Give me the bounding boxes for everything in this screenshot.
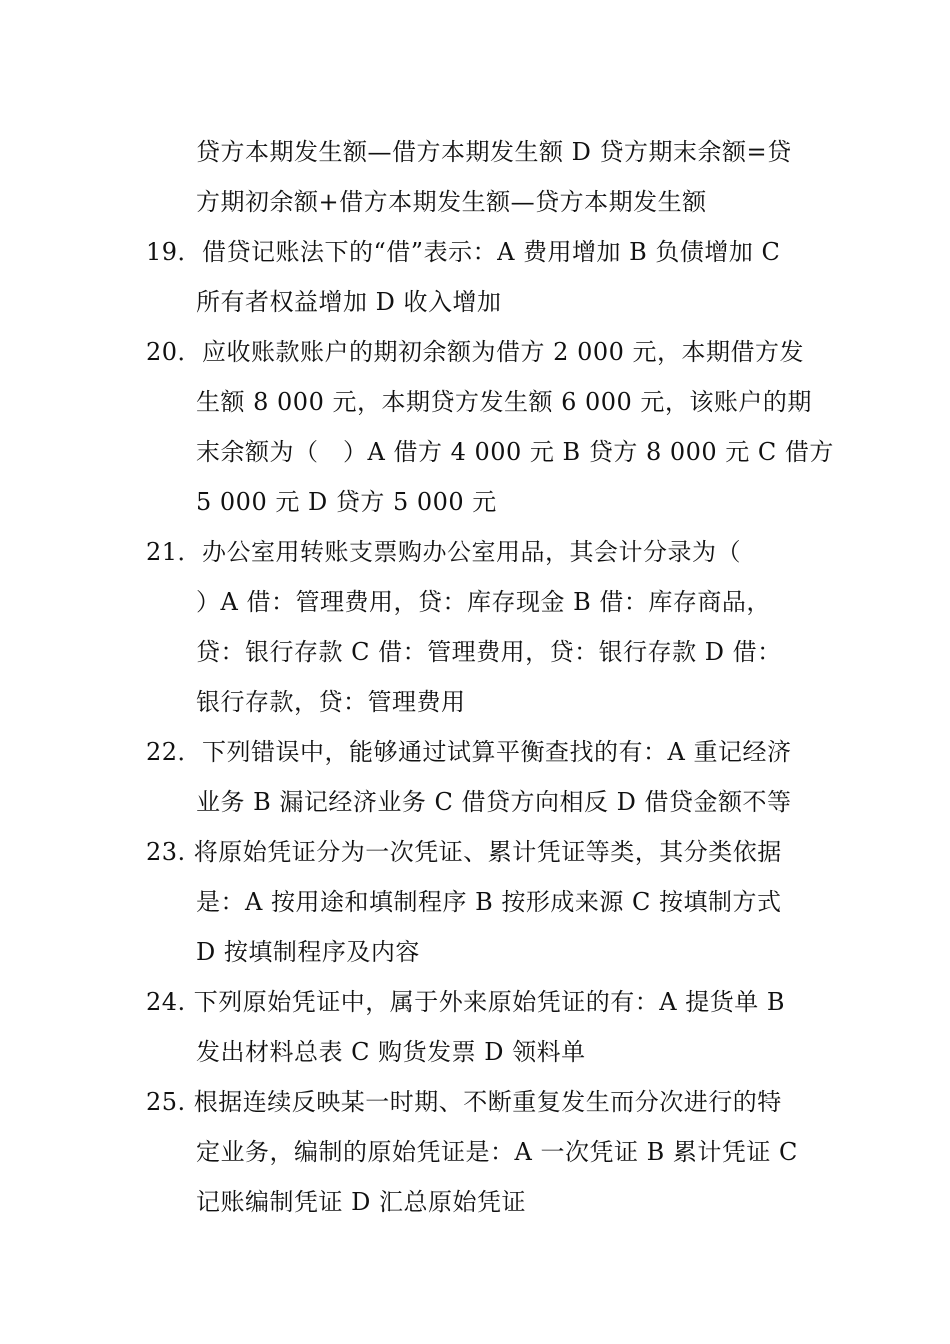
- text-line: 方期初余额+借方本期发生额—贷方本期发生额: [196, 188, 707, 216]
- text-line: ）A 借：管理费用，贷：库存现金 B 借：库存商品，: [196, 588, 771, 616]
- text-line: 记账编制凭证 D 汇总原始凭证: [196, 1188, 526, 1216]
- question-22-line: 22．下列错误中，能够通过试算平衡查找的有：A 重记经济: [146, 738, 792, 766]
- text-line: 贷：银行存款 C 借：管理费用，贷：银行存款 D 借：: [196, 638, 782, 666]
- question-20-line: 20．应收账款账户的期初余额为借方 2 000 元，本期借方发: [146, 338, 805, 366]
- text-line: 银行存款，贷：管理费用: [196, 688, 466, 716]
- text-line: 发出材料总表 C 购货发票 D 领料单: [196, 1038, 586, 1066]
- text-line: 末余额为（ ）A 借方 4 000 元 B 贷方 8 000 元 C 借方: [196, 438, 834, 466]
- question-23-line: 23. 将原始凭证分为一次凭证、累计凭证等类，其分类依据: [146, 838, 782, 866]
- text-line: 所有者权益增加 D 收入增加: [196, 288, 502, 316]
- text-line: 生额 8 000 元，本期贷方发生额 6 000 元，该账户的期: [196, 388, 812, 416]
- text-line: 定业务，编制的原始凭证是：A 一次凭证 B 累计凭证 C: [196, 1138, 798, 1166]
- text-line: 贷方本期发生额—借方本期发生额 D 贷方期末余额=贷: [196, 138, 792, 166]
- text-line: D 按填制程序及内容: [196, 938, 420, 966]
- question-25-line: 25. 根据连续反映某一时期、不断重复发生而分次进行的特: [146, 1088, 782, 1116]
- question-21-line: 21．办公室用转账支票购办公室用品，其会计分录为（: [146, 538, 742, 566]
- text-line: 是：A 按用途和填制程序 B 按形成来源 C 按填制方式: [196, 888, 782, 916]
- text-line: 5 000 元 D 贷方 5 000 元: [196, 488, 497, 516]
- text-line: 业务 B 漏记经济业务 C 借贷方向相反 D 借贷金额不等: [196, 788, 792, 816]
- question-24-line: 24. 下列原始凭证中，属于外来原始凭证的有：A 提货单 B: [146, 988, 786, 1016]
- question-19-line: 19．借贷记账法下的“借”表示：A 费用增加 B 负债增加 C: [146, 238, 781, 266]
